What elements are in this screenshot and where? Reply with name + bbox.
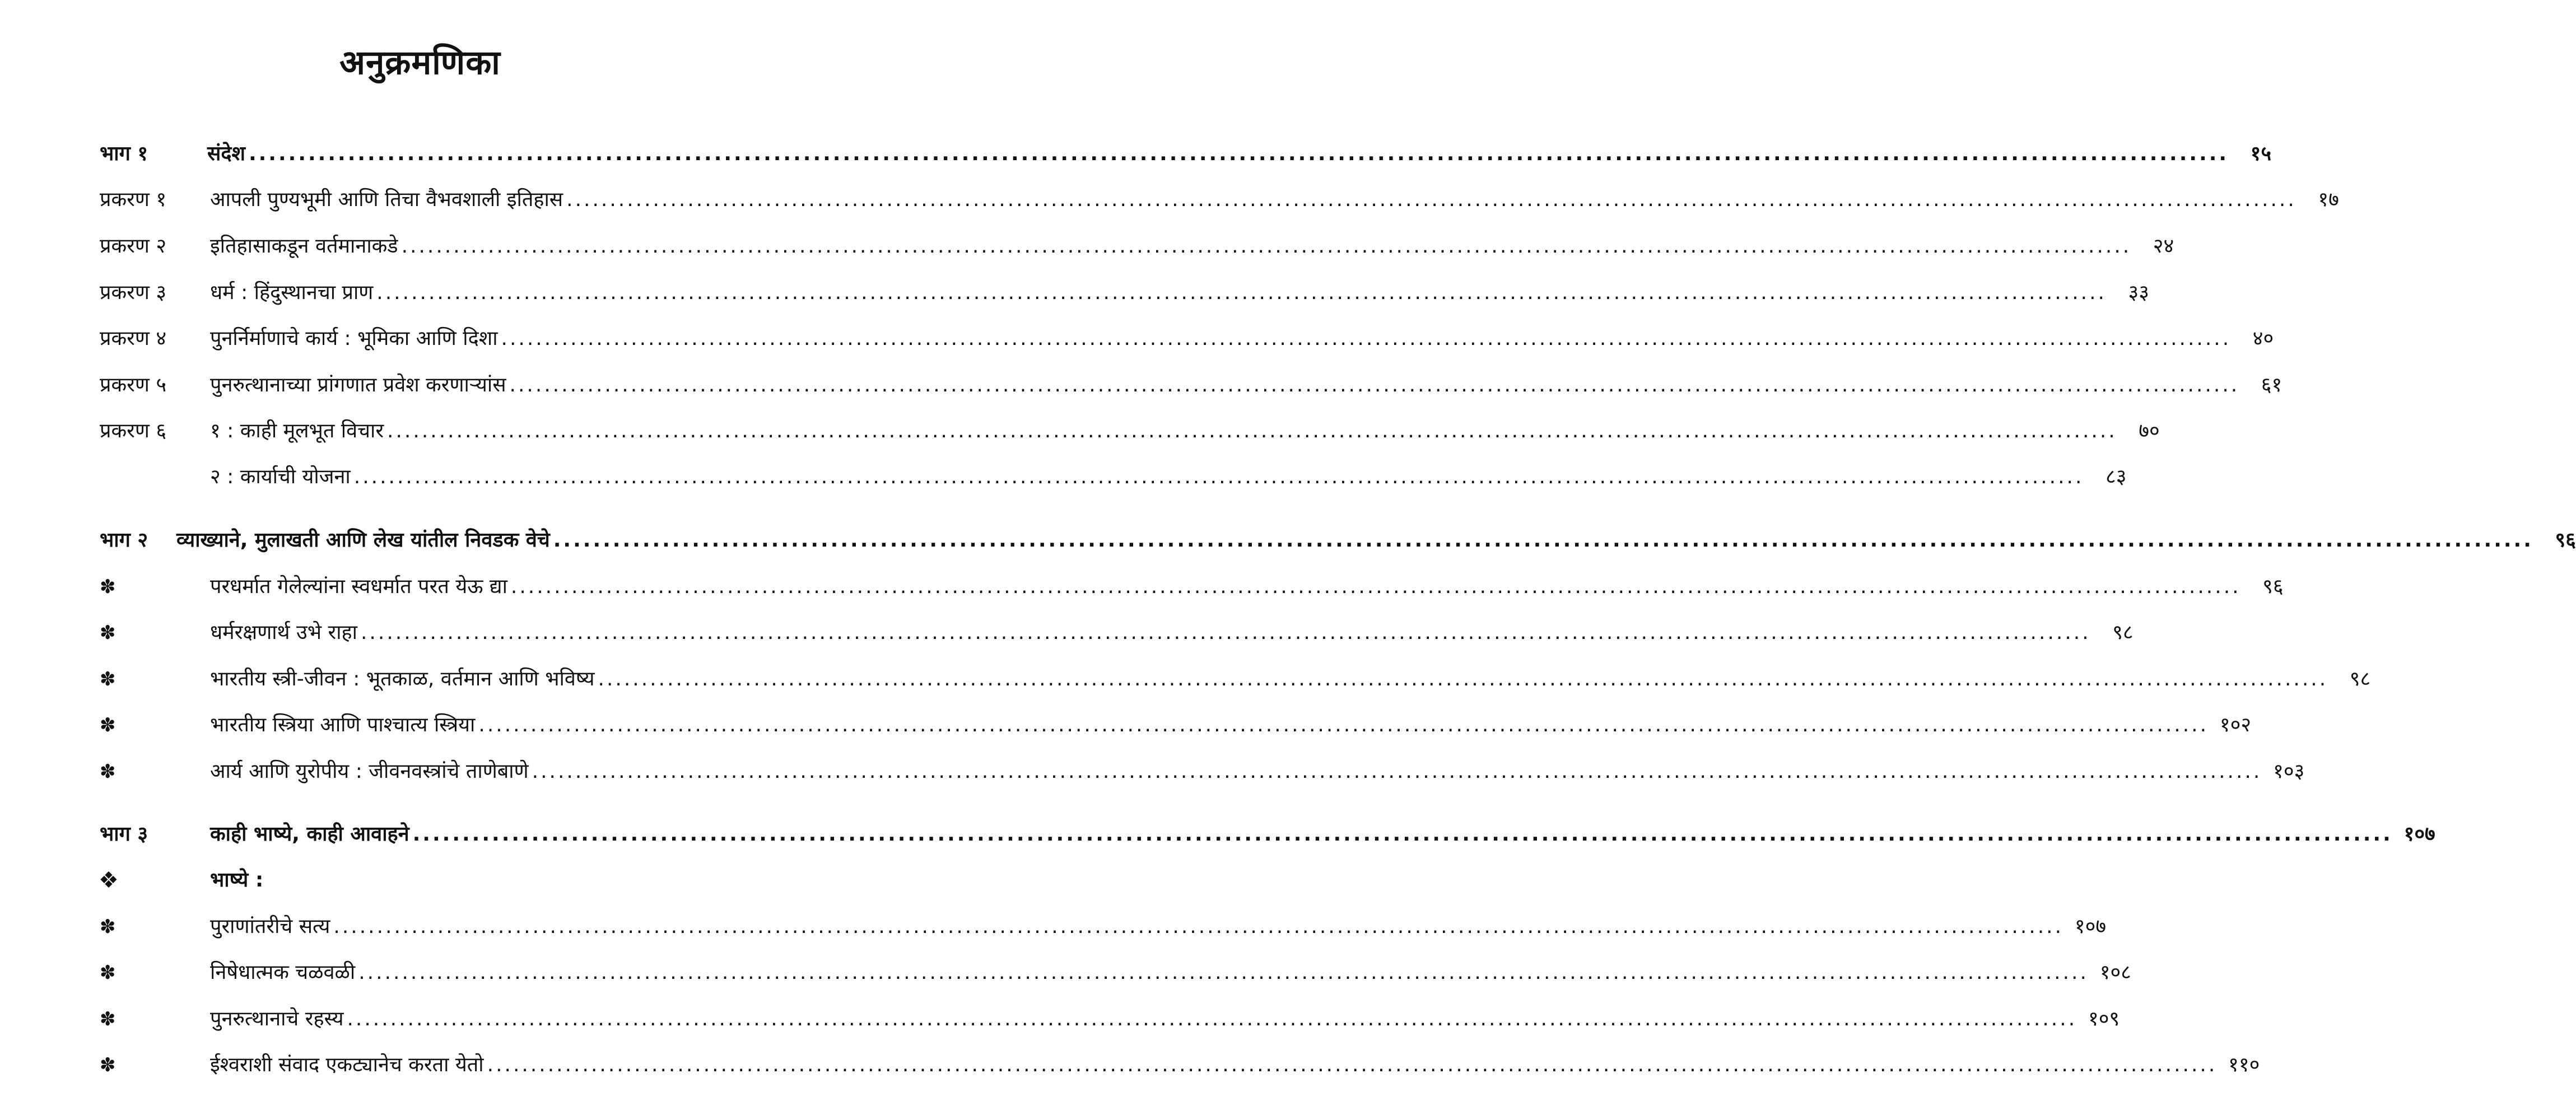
toc-leader-dots: ........................................................................................................................................................................................................ [387, 419, 2117, 442]
toc-entry-title: निषेधात्मक चळवळी [210, 961, 356, 984]
toc-entry-title: धर्म : हिंदुस्थानचा प्राण [210, 281, 374, 304]
toc-section-label: प्रकरण १ [100, 188, 167, 211]
toc-leader-dots: ........................................................................................................................................................................................................ [598, 668, 2328, 690]
toc-entry [0, 910, 2107, 944]
asterisk-bullet-icon: ✽ [100, 576, 116, 598]
toc-entry-line [210, 183, 2339, 217]
toc-entry-title: पुनरुत्थानाच्या प्रांगणात प्रवेश करणाऱ्यांस [210, 374, 506, 396]
toc-entry-line [210, 755, 2305, 788]
toc-entry-title: भारतीय स्त्री-जीवन : भूतकाळ, वर्तमान आणि भविष्य [210, 668, 595, 690]
toc-entry-line [210, 414, 2160, 448]
toc-leader-dots: ........................................................................................................................................................................................................ [501, 327, 2232, 350]
toc-entry [0, 864, 840, 897]
toc-section-label: प्रकरण २ [100, 235, 167, 258]
toc-entry-line [207, 137, 2272, 171]
toc-entry [0, 570, 2284, 604]
toc-entry-line [210, 1002, 2120, 1036]
toc-page-number: ७० [2139, 419, 2160, 442]
toc-entry-title: परधर्मात गेलेल्यांना स्वधर्मात परत येऊ द्या [210, 575, 507, 598]
toc-entry-line [210, 662, 2371, 696]
toc-entry-line [210, 570, 2284, 604]
toc-entry-title: ईश्वराशी संवाद एकट्यानेच करता येतो [210, 1053, 484, 1076]
toc-page-number: १०८ [2099, 961, 2131, 984]
toc-page-number: ३३ [2128, 281, 2149, 304]
asterisk-bullet-icon: ✽ [100, 962, 116, 984]
toc-page-number: ४० [2252, 327, 2274, 350]
toc-entry [0, 956, 2131, 990]
toc-entry [0, 230, 2174, 263]
toc-leader-dots: ........................................................................................................................................................................................................ [347, 1007, 2077, 1030]
toc-entry-line [210, 230, 2174, 263]
asterisk-bullet-icon: ✽ [100, 1054, 116, 1076]
toc-entry [0, 183, 2339, 217]
toc-section-label: भाग ३ [100, 823, 148, 846]
toc-entry [0, 1048, 2260, 1082]
toc-leader-dots: ........................................................................................................................................................................................................ [353, 465, 2084, 488]
toc-entry-line [210, 1048, 2260, 1082]
asterisk-bullet-icon: ✽ [100, 760, 116, 783]
toc-entry-title: २ : कार्याची योजना [210, 465, 351, 488]
toc-entry [0, 524, 2576, 557]
toc-leader-dots: ........................................................................................................................................................................................................ [553, 529, 2533, 552]
toc-leader-dots: ........................................................................................................................................................................................................ [510, 575, 2241, 598]
asterisk-bullet-icon: ✽ [100, 916, 116, 938]
toc-section-label: प्रकरण ४ [100, 327, 167, 350]
toc-entry [0, 137, 2272, 171]
diamond-bullet-icon: ❖ [99, 867, 119, 893]
toc-leader-dots: ........................................................................................................................................................................................................ [401, 235, 2132, 258]
toc-entry-title: आपली पुण्यभूमी आणि तिचा वैभवशाली इतिहास [210, 188, 563, 211]
toc-entry-line [210, 818, 2435, 851]
toc-entry [0, 414, 2160, 448]
toc-page-number: १५ [2250, 142, 2272, 165]
toc-entry-line [210, 910, 2107, 944]
toc-entry-title: व्याख्याने, मुलाखती आणि लेख यांतील निवडक वेचे [176, 529, 550, 552]
toc-entry-line [176, 524, 2576, 557]
toc-leader-dots: ........................................................................................................................................................................................................ [360, 621, 2091, 644]
toc-entry [0, 818, 2435, 851]
toc-page-number: ११० [2228, 1053, 2260, 1076]
toc-entry-title: भाष्ये : [210, 869, 264, 892]
toc-entry-title: काही भाष्ये, काही आवाहने [210, 823, 409, 846]
toc-entry [0, 322, 2274, 356]
toc-entry-line [210, 276, 2149, 310]
asterisk-bullet-icon: ✽ [100, 714, 116, 736]
toc-leader-dots: ........................................................................................................................................................................................................ [248, 142, 2229, 165]
toc-entry-line [210, 616, 2134, 650]
toc-leader-dots: ........................................................................................................................................................................................................ [509, 374, 2240, 396]
toc-page-number: ९८ [2112, 621, 2134, 644]
toc-entry-line [210, 864, 263, 897]
toc-page-number: १०७ [2403, 823, 2435, 846]
toc-entry-title: पुनरुत्थानाचे रहस्य [210, 1007, 344, 1030]
toc-leader-dots: ........................................................................................................................................................................................................ [478, 713, 2209, 736]
page-title: अनुक्रमणिका [339, 43, 501, 82]
asterisk-bullet-icon: ✽ [100, 622, 116, 644]
toc-leader-dots: ........................................................................................................................................................................................................ [376, 281, 2107, 304]
toc-page-number: ९८ [2349, 668, 2371, 690]
toc-leader-dots: ........................................................................................................................................................................................................ [412, 823, 2393, 846]
asterisk-bullet-icon: ✽ [100, 668, 116, 690]
toc-entry-title: इतिहासाकडून वर्तमानाकडे [210, 235, 398, 258]
toc-entry-line [210, 322, 2274, 356]
toc-page-number: ९६ [2262, 575, 2284, 598]
toc-entry-line [210, 708, 2252, 742]
toc-page-number: ९६ [2555, 529, 2576, 552]
toc-entry [0, 460, 2127, 494]
toc-section-label: प्रकरण ५ [100, 374, 167, 396]
toc-entry-title: आर्य आणि युरोपीय : जीवनवस्त्रांचे ताणेबाणे [210, 760, 529, 783]
toc-entry-title: भारतीय स्त्रिया आणि पाश्चात्य स्त्रिया [210, 713, 476, 736]
toc-entry-line [210, 956, 2131, 990]
toc-leader-dots: ........................................................................................................................................................................................................ [358, 961, 2089, 984]
toc-entry-title: संदेश [207, 142, 245, 165]
toc-section-label: प्रकरण ३ [100, 281, 167, 304]
toc-leader-dots: ........................................................................................................................................................................................................ [333, 915, 2064, 938]
toc-entry-title: पुनर्निर्माणाचे कार्य : भूमिका आणि दिशा [210, 327, 498, 350]
toc-section-label: प्रकरण ६ [100, 419, 167, 442]
toc-page-number: १०९ [2088, 1007, 2120, 1030]
asterisk-bullet-icon: ✽ [100, 1008, 116, 1030]
toc-entry [0, 276, 2149, 310]
toc-page-number: ८३ [2105, 465, 2127, 488]
toc-page-number: १०२ [2219, 713, 2252, 736]
toc-entry [0, 755, 2305, 788]
toc-entry [0, 662, 2371, 696]
toc-entry-line [210, 460, 2127, 494]
toc-section-label: भाग २ [100, 529, 148, 552]
toc-page-number: ६१ [2261, 374, 2282, 396]
toc-entry-title: धर्मरक्षणार्थ उभे राहा [210, 621, 357, 644]
toc-leader-dots: ........................................................................................................................................................................................................ [532, 760, 2262, 783]
toc-page-number: १७ [2318, 188, 2339, 211]
toc-entry-title: १ : काही मूलभूत विचार [210, 419, 384, 442]
toc-page-number: २४ [2153, 235, 2174, 258]
toc-entry [0, 616, 2134, 650]
toc-entry-title: पुराणांतरीचे सत्य [210, 915, 330, 938]
toc-section-label: भाग १ [100, 142, 148, 165]
toc-entry-line [210, 368, 2282, 402]
toc-entry [0, 1002, 2120, 1036]
toc-page-number: १०३ [2273, 760, 2305, 783]
toc-entry [0, 368, 2282, 402]
toc-entry [0, 708, 2252, 742]
toc-leader-dots: ........................................................................................................................................................................................................ [487, 1053, 2218, 1076]
toc-page-number: १०७ [2074, 915, 2107, 938]
toc-leader-dots: ........................................................................................................................................................................................................ [566, 188, 2296, 211]
